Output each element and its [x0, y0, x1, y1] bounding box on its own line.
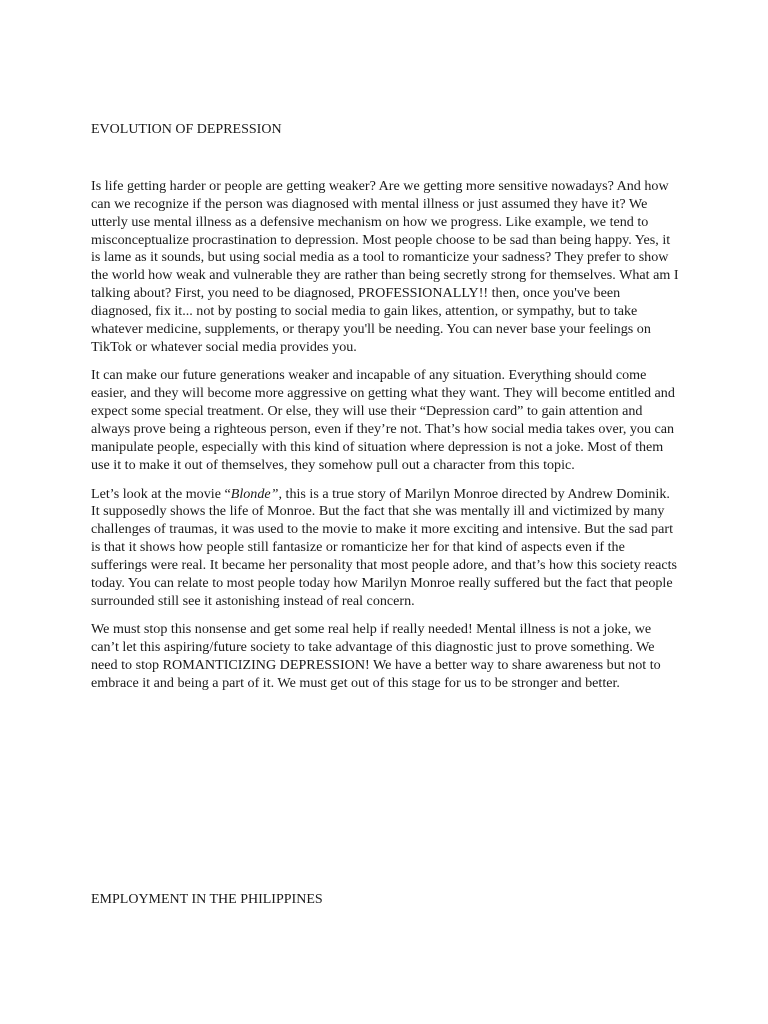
- section-title-evolution-of-depression: EVOLUTION OF DEPRESSION: [91, 122, 282, 137]
- paragraph-3: [91, 486, 681, 611]
- section-body: [91, 178, 681, 704]
- paragraph-2: It can make our future generations weaker and incapable of any situation. Everything should come easier, and they will become more aggressive on getting what they want. They will become entitled and expect some special treatment. Or else, they will use their “Depression card” to gain attention and always prove being a righteous person, even if they’re not. That’s how social media takes over, you can manipulate people, especially with this kind of situation where depression is not a joke. Most of them use it to make it out of themselves, they somehow pull out a character from this topic.: [91, 367, 675, 473]
- paragraph-3-rest: , this is a true story of Marilyn Monroe directed by Andrew Dominik. It supposedly shows the life of Monroe. But the fact that she was mentally ill and victimized by many challenges of traumas, it was used to the movie to make it more exciting and intensive. But the sad part is that it shows how people still fantasize or romanticize her for that kind of aspects even if the sufferings were real. It became her personality that most people adore, and that’s how this society reacts today. You can relate to most people today how Marilyn Monroe really suffered but the fact that people surrounded still see it astonishing instead of real concern.: [91, 485, 677, 609]
- paragraph-1: Is life getting harder or people are getting weaker? Are we getting more sensitive nowadays? And how can we recognize if the person was diagnosed with mental illness or just assumed they have it? We utterly use mental illness as a defensive mechanism on how we progress. Like example, we tend to misconceptualize procrastination to depression. Most people choose to be sad than being happy. Yes, it is lame as it sounds, but using social media as a tool to romanticize your sadness? They prefer to show the world how weak and vulnerable they are rather than being secretly strong for themselves. What am I talking about? First, you need to be diagnosed, PROFESSIONALLY!! then, once you've been diagnosed, fix it... not by posting to social media to gain likes, attention, or sympathy, but to take whatever medicine, supplements, or therapy you'll be needing. You can never base your feelings on TikTok or whatever social media provides you.: [91, 178, 679, 355]
- paragraph-4: We must stop this nonsense and get some real help if really needed! Mental illness is not a joke, we can’t let this aspiring/future society to take advantage of this diagnostic just to prove something. We need to stop ROMANTICIZING DEPRESSION! We have a better way to share awareness but not to embrace it and being a part of it. We must get out of this stage for us to be stronger and better.: [91, 621, 661, 691]
- section-title-employment-in-the-philippines: EMPLOYMENT IN THE PHILIPPINES: [91, 892, 323, 907]
- paragraph-3-lead: Let’s look at the movie “: [91, 485, 231, 502]
- movie-title: Blonde”: [230, 485, 279, 502]
